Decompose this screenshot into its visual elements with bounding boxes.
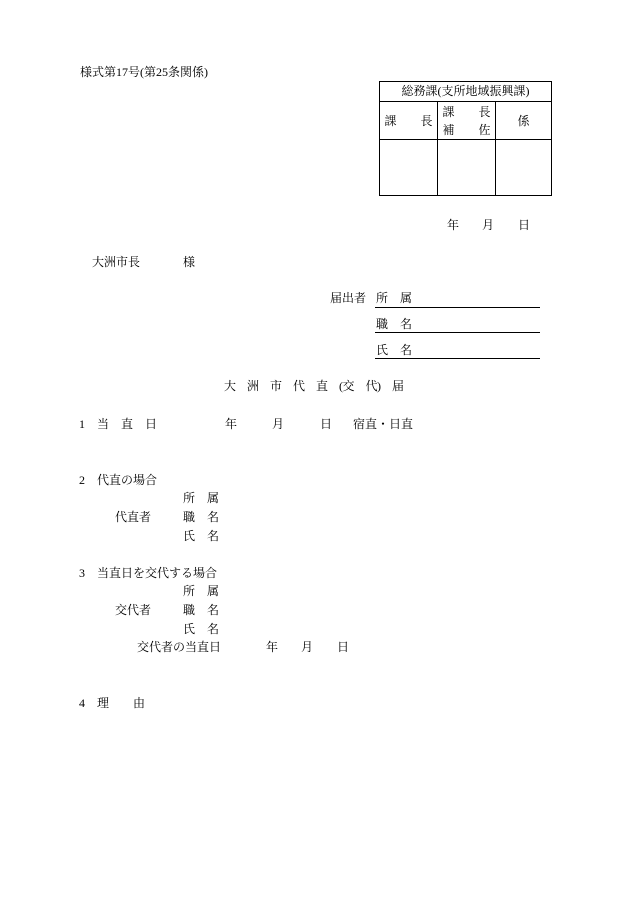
applicant-position-label: 職 名: [376, 317, 413, 331]
section2-name-label: 氏 名: [183, 529, 220, 543]
section3-label: 当直日を交代する場合: [97, 566, 218, 580]
section3-year: 年: [266, 640, 279, 654]
approval-table-header: 総務課(支所地域振興課): [401, 84, 530, 98]
applicant-affiliation-line: [375, 307, 540, 308]
approval-cell-section-chief: [380, 102, 437, 139]
approval-label-assistant-chief-line1: 課 長: [442, 104, 491, 119]
approval-cell-staff: [496, 102, 551, 139]
section3-number: 3: [79, 566, 85, 580]
section3-day: 日: [337, 640, 350, 654]
section3-person-label: 交代者: [115, 603, 152, 617]
section3-month: 月: [301, 640, 314, 654]
section4-number: 4: [79, 696, 85, 710]
section2-label: 代直の場合: [97, 473, 158, 487]
section1-month: 月: [272, 417, 285, 431]
approval-label-section-chief: 課 長: [384, 113, 433, 128]
approval-cell-assistant-chief: [438, 102, 495, 139]
section2-person-label: 代直者: [115, 510, 152, 524]
applicant-label: 届出者: [330, 291, 367, 305]
addressee-honorific: 様: [183, 255, 196, 269]
section1-number: 1: [79, 417, 85, 431]
submission-date-day: 日: [518, 218, 531, 232]
applicant-name-label: 氏 名: [376, 343, 413, 357]
section1-duty-type: 宿直・日直: [353, 417, 414, 431]
section4-label: 理 由: [97, 696, 146, 710]
applicant-position-line: [375, 332, 540, 333]
submission-date-year: 年: [447, 218, 460, 232]
section2-position-label: 職 名: [183, 510, 220, 524]
addressee-name: 大洲市長: [92, 255, 141, 269]
section3-affiliation-label: 所 属: [183, 584, 220, 598]
approval-table: [379, 81, 552, 196]
section3-position-label: 職 名: [183, 603, 220, 617]
applicant-name-line: [375, 358, 540, 359]
section3-swap-date-label: 交代者の当直日: [137, 640, 222, 654]
section2-number: 2: [79, 473, 85, 487]
form-number: 様式第17号(第25条関係): [80, 65, 208, 79]
section1-day: 日: [320, 417, 333, 431]
section3-name-label: 氏 名: [183, 622, 220, 636]
approval-label-staff: 係: [517, 113, 530, 128]
applicant-affiliation-label: 所 属: [376, 291, 413, 305]
section2-affiliation-label: 所 属: [183, 491, 220, 505]
approval-label-assistant-chief-line2: 補 佐: [442, 122, 491, 137]
section1-year: 年: [225, 417, 238, 431]
submission-date-month: 月: [482, 218, 495, 232]
approval-table-divider: [380, 139, 551, 140]
section1-label: 当 直 日: [97, 417, 158, 431]
document-title: 大 洲 市 代 直 (交 代) 届: [224, 379, 404, 393]
